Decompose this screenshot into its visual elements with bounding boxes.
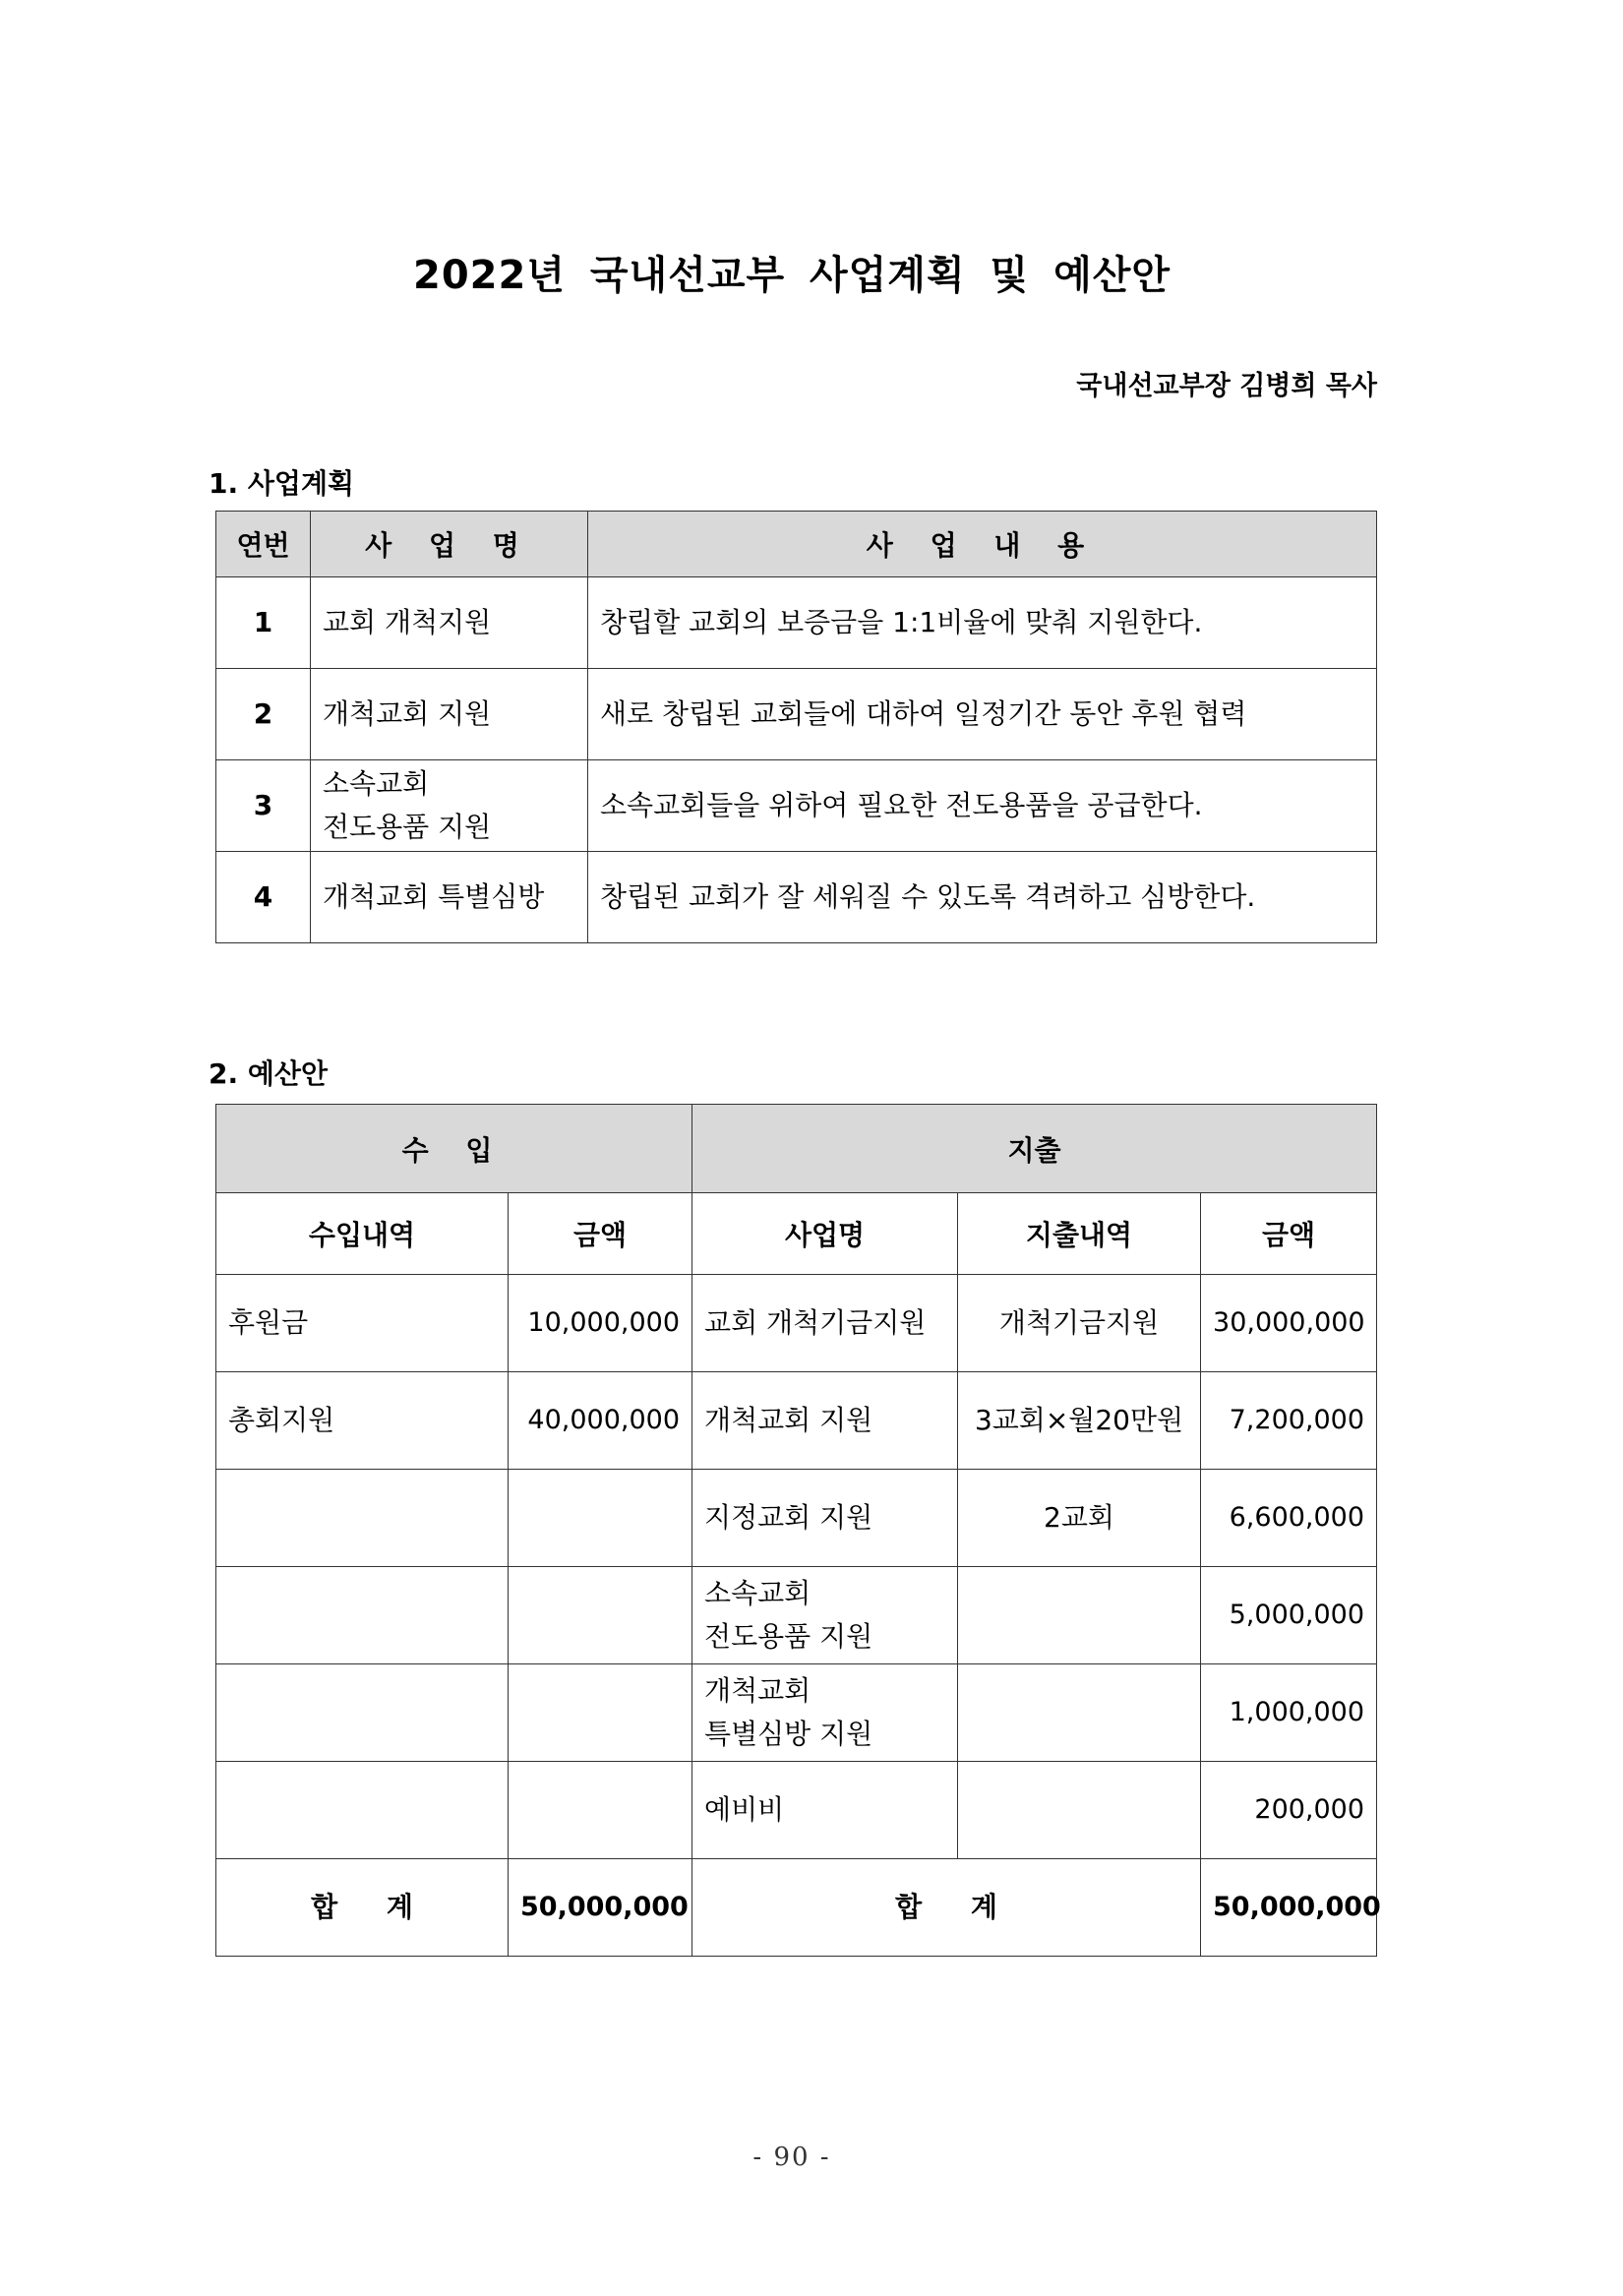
budget-header-row <box>216 1105 1377 1193</box>
income-amount <box>509 1664 692 1762</box>
income-amount <box>509 1567 692 1664</box>
expense-detail <box>958 1664 1201 1762</box>
project-name <box>692 1664 958 1762</box>
table-row <box>216 577 1377 669</box>
row-content: 창립할 교회의 보증금을 1:1비율에 맞춰 지원한다. <box>588 577 1377 669</box>
income-item: 총회지원 <box>216 1372 509 1470</box>
income-item: 후원금 <box>216 1275 509 1372</box>
row-name: 교회 개척지원 <box>311 577 588 669</box>
income-item <box>216 1567 509 1664</box>
project-name-line2: 특별심방 지원 <box>704 1718 873 1750</box>
row-content: 창립된 교회가 잘 세워질 수 있도록 격려하고 심방한다. <box>588 852 1377 943</box>
subheader-income-amount: 금액 <box>509 1193 692 1275</box>
subheader-income-item: 수입내역 <box>216 1193 509 1275</box>
header-no: 연번 <box>216 512 311 577</box>
business-plan-table <box>215 511 1377 943</box>
income-amount <box>509 1470 692 1567</box>
row-no: 1 <box>216 577 311 669</box>
row-name-line1: 소속교회 <box>323 767 430 800</box>
expense-total: 50,000,000 <box>1201 1859 1377 1957</box>
project-name: 개척교회 지원 <box>692 1372 958 1470</box>
expense-total-label: 합 계 <box>692 1859 1201 1957</box>
income-item <box>216 1762 509 1859</box>
income-total: 50,000,000 <box>509 1859 692 1957</box>
expense-detail <box>958 1567 1201 1664</box>
income-header: 수 입 <box>216 1105 692 1193</box>
expense-amount: 1,000,000 <box>1201 1664 1377 1762</box>
budget-subheader-row <box>216 1193 1377 1275</box>
subheader-detail: 지출내역 <box>958 1193 1201 1275</box>
row-no: 4 <box>216 852 311 943</box>
table-row <box>216 1664 1377 1762</box>
expense-detail: 개척기금지원 <box>958 1275 1201 1372</box>
expense-amount: 5,000,000 <box>1201 1567 1377 1664</box>
table-row <box>216 1567 1377 1664</box>
subheader-expense-amount: 금액 <box>1201 1193 1377 1275</box>
expense-amount: 6,600,000 <box>1201 1470 1377 1567</box>
budget-table <box>215 1104 1381 1957</box>
project-name-line1: 개척교회 <box>704 1674 812 1707</box>
row-no: 2 <box>216 669 311 760</box>
expense-amount: 200,000 <box>1201 1762 1377 1859</box>
row-content: 새로 창립된 교회들에 대하여 일정기간 동안 후원 협력 <box>588 669 1377 760</box>
section-heading-budget: 2. 예산안 <box>209 1057 329 1090</box>
section-heading-plan: 1. 사업계획 <box>209 467 355 500</box>
income-amount: 10,000,000 <box>509 1275 692 1372</box>
expense-detail: 2교회 <box>958 1470 1201 1567</box>
expense-amount: 30,000,000 <box>1201 1275 1377 1372</box>
income-total-label: 합 계 <box>216 1859 509 1957</box>
row-name-line2: 전도용품 지원 <box>323 811 492 843</box>
table-row <box>216 1762 1377 1859</box>
row-content: 소속교회들을 위하여 필요한 전도용품을 공급한다. <box>588 760 1377 852</box>
table-header-row <box>216 512 1377 577</box>
income-item <box>216 1470 509 1567</box>
row-name: 개척교회 특별심방 <box>311 852 588 943</box>
expense-header: 지출 <box>692 1105 1377 1193</box>
total-row <box>216 1859 1377 1957</box>
project-name <box>692 1567 958 1664</box>
project-name: 교회 개척기금지원 <box>692 1275 958 1372</box>
page-number: - 90 - <box>752 2143 831 2172</box>
row-name <box>311 760 588 852</box>
table-row <box>216 852 1377 943</box>
header-project-content: 사 업 내 용 <box>588 512 1377 577</box>
table-row <box>216 1372 1377 1470</box>
table-row <box>216 669 1377 760</box>
project-name-line1: 소속교회 <box>704 1577 812 1609</box>
author-line: 국내선교부장 김병희 목사 <box>1076 371 1377 401</box>
table-row <box>216 760 1377 852</box>
expense-amount: 7,200,000 <box>1201 1372 1377 1470</box>
row-name: 개척교회 지원 <box>311 669 588 760</box>
income-item <box>216 1664 509 1762</box>
header-project-name: 사 업 명 <box>311 512 588 577</box>
table-row <box>216 1470 1377 1567</box>
row-no: 3 <box>216 760 311 852</box>
expense-detail <box>958 1762 1201 1859</box>
expense-detail: 3교회×월20만원 <box>958 1372 1201 1470</box>
project-name: 지정교회 지원 <box>692 1470 958 1567</box>
project-name: 예비비 <box>692 1762 958 1859</box>
page-title: 2022년 국내선교부 사업계획 및 예산안 <box>413 253 1171 298</box>
income-amount: 40,000,000 <box>509 1372 692 1470</box>
subheader-project: 사업명 <box>692 1193 958 1275</box>
income-amount <box>509 1762 692 1859</box>
project-name-line2: 전도용품 지원 <box>704 1620 873 1653</box>
table-row <box>216 1275 1377 1372</box>
